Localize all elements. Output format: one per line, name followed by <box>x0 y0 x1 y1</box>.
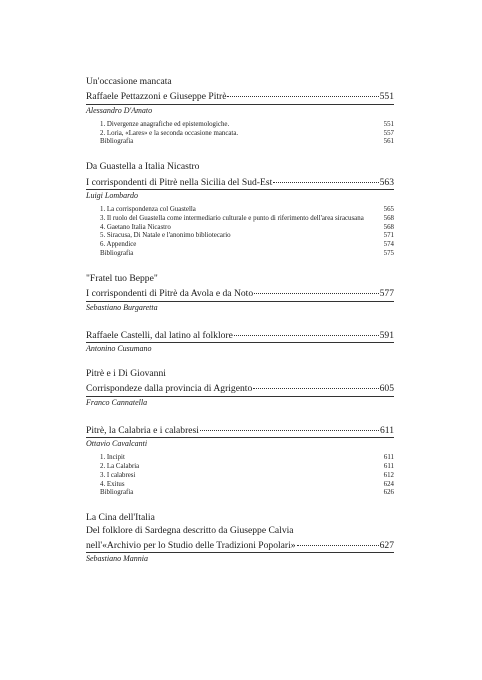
subsection-item[interactable] <box>86 206 394 215</box>
entry-kicker: Pitrè e i Di Giovanni <box>86 368 166 380</box>
entry-author: Franco Cannatella <box>86 397 148 407</box>
subsection-item[interactable] <box>86 241 394 250</box>
subsection-title: 3. I calabresi <box>100 471 136 479</box>
entry-title: Raffaele Castelli, dal latino al folklore <box>86 329 233 341</box>
leader-dots <box>200 420 379 431</box>
subsection-item[interactable] <box>86 481 394 490</box>
entry-title-line[interactable] <box>86 380 394 396</box>
entry-title: Corrispondeze dalla provincia di Agrigento <box>86 383 253 395</box>
entry-author: Sebastiano Burgaretta <box>86 302 158 312</box>
entry-page: 551 <box>379 91 394 103</box>
entry-kicker-2: Del folklore di Sardegna descritto da Giuseppe Calvia <box>86 524 294 536</box>
subsection-page: 611 <box>383 463 394 471</box>
entry-page: 611 <box>379 424 394 436</box>
leader-dots <box>234 325 379 336</box>
subsection-page: 611 <box>383 454 394 462</box>
subsection-title: Bibliografia <box>100 489 134 497</box>
subsection-item[interactable] <box>86 472 394 481</box>
entry-kicker: "Fratel tuo Beppe" <box>86 272 158 284</box>
subsection-page: 575 <box>383 250 394 257</box>
entry-title-line[interactable] <box>86 88 394 104</box>
spacer <box>86 259 394 273</box>
entry-title-line[interactable] <box>86 174 394 190</box>
subsection-title: 3. Il ruolo del Guastella come intermediario culturale e punto di riferimento dell'area siracusana <box>100 214 364 222</box>
entry-page: 591 <box>379 329 394 341</box>
entry-kicker: Un'occasione mancata <box>86 76 172 87</box>
subsection-title: 2. La Calabria <box>100 463 140 471</box>
subsection-item[interactable] <box>86 224 394 233</box>
toc-entry <box>86 273 394 313</box>
spacer <box>86 498 394 512</box>
subsection-title: 4. Exitus <box>100 480 125 488</box>
subsection-page: 565 <box>383 206 394 214</box>
entry-title: I corrispondenti di Pitrè da Avola e da Noto <box>86 288 254 300</box>
entry-author: Ottavio Cavalcanti <box>86 439 148 449</box>
subsection-title: 2. Loria, «Lares» e la seconda occasione mancata. <box>100 129 239 137</box>
entry-author: Luigi Lombardo <box>86 191 138 201</box>
subsection-page: 568 <box>383 214 394 222</box>
subsection-page: 574 <box>383 241 394 249</box>
entry-page: 627 <box>379 540 394 552</box>
subsection-item[interactable] <box>86 454 394 463</box>
subsection-item[interactable] <box>86 130 394 139</box>
subsection-title: Bibliografia <box>100 138 134 146</box>
subsection-item[interactable] <box>86 232 394 241</box>
entry-page: 563 <box>379 176 394 188</box>
subsection-title: Bibliografia <box>100 250 134 257</box>
subsection-list <box>86 206 394 259</box>
entry-author: Sebastiano Mannia <box>86 554 148 564</box>
entry-kicker: Da Guastella a Italia Nicastro <box>86 161 200 173</box>
subsection-item[interactable] <box>86 489 394 498</box>
spacer <box>86 147 394 161</box>
subsection-title: 1. La corrispondenza col Guastella <box>100 206 196 214</box>
subsection-title: 4. Gaetano Italia Nicastro <box>100 223 171 231</box>
toc-entry <box>86 368 394 408</box>
subsection-title: 6. Appendice <box>100 241 137 249</box>
subsection-item[interactable] <box>86 215 394 224</box>
subsection-page: 561 <box>383 138 394 146</box>
entry-kicker: La Cina dell'Italia <box>86 512 155 524</box>
subsection-page: 557 <box>383 129 394 137</box>
entry-title-line[interactable] <box>86 537 394 553</box>
subsection-page: 571 <box>383 232 394 240</box>
entry-author: Antonino Cusumano <box>86 344 152 354</box>
subsection-item[interactable] <box>86 250 394 259</box>
subsection-page: 626 <box>383 489 394 497</box>
subsection-title: 1. Incipit <box>100 454 125 462</box>
entry-title: nell'«Archivio per lo Studio delle Tradizioni Popolari» <box>86 540 296 552</box>
subsection-page: 551 <box>383 120 394 128</box>
entry-title-line[interactable] <box>86 327 394 343</box>
subsection-item[interactable] <box>86 121 394 130</box>
subsection-page: 612 <box>383 471 394 479</box>
entry-author: Alessandro D'Amato <box>86 105 153 115</box>
subsection-list <box>86 121 394 147</box>
toc-entry <box>86 327 394 354</box>
entry-page: 605 <box>379 383 394 395</box>
leader-dots <box>254 283 378 294</box>
leader-dots <box>253 378 378 389</box>
subsection-list <box>86 454 394 498</box>
entry-title: Pitrè, la Calabria e i calabresi <box>86 424 199 436</box>
spacer <box>86 354 394 368</box>
toc-entry <box>86 76 394 147</box>
subsection-item[interactable] <box>86 138 394 147</box>
toc-entry <box>86 422 394 498</box>
toc-entry <box>86 161 394 259</box>
subsection-page: 568 <box>383 223 394 231</box>
table-of-contents <box>86 76 394 564</box>
entry-title-line[interactable] <box>86 285 394 301</box>
entry-title: Raffaele Pettazzoni e Giuseppe Pitrè <box>86 91 227 103</box>
subsection-page: 624 <box>383 480 394 488</box>
subsection-title: 5. Siracusa, Di Natale e l'anonimo bibliotecario <box>100 232 231 240</box>
leader-dots <box>297 535 379 546</box>
toc-entry <box>86 512 394 564</box>
entry-title: I corrispondenti di Pitrè nella Sicilia del Sud-Est <box>86 176 273 188</box>
subsection-title: 1. Divergenze anagrafiche ed epistemologiche. <box>100 120 230 128</box>
entry-page: 577 <box>379 288 394 300</box>
entry-title-line[interactable] <box>86 422 394 438</box>
leader-dots <box>273 172 378 183</box>
leader-dots <box>227 86 378 97</box>
subsection-item[interactable] <box>86 463 394 472</box>
